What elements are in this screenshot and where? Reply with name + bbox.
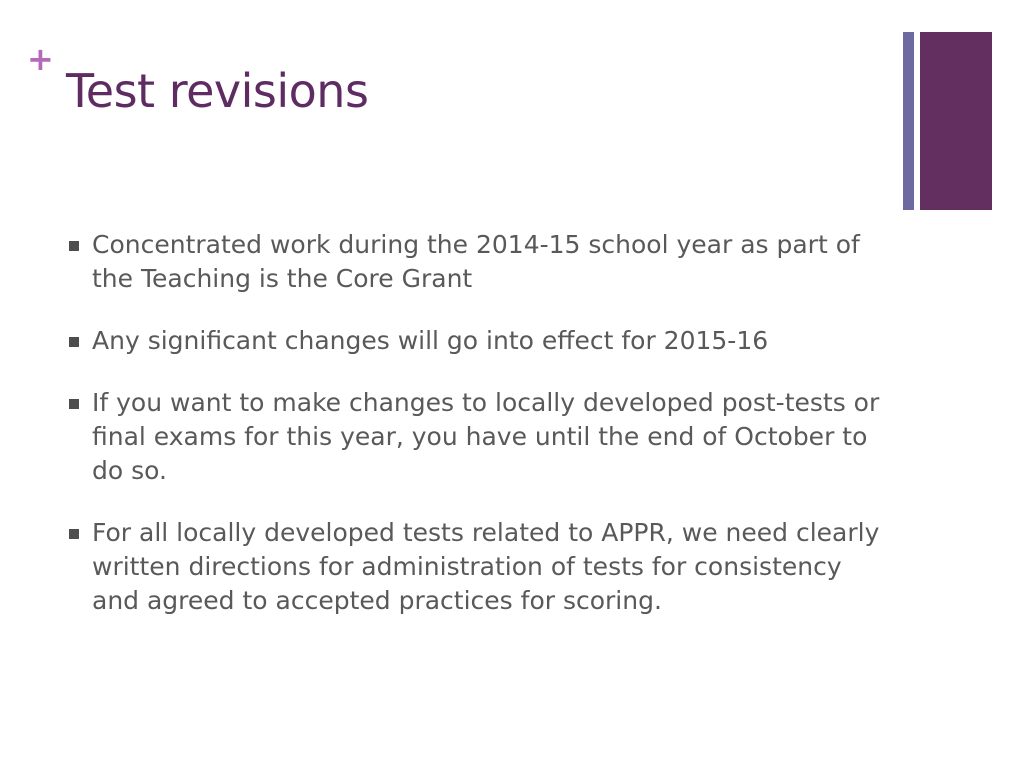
bullet-text: For all locally developed tests related to APPR, we need clearly written directions for administration of tests for consistency and agreed to accepted practices for scoring. <box>92 518 880 615</box>
bullet-item <box>66 228 896 296</box>
square-bullet-icon <box>69 399 79 409</box>
square-bullet-icon <box>69 337 79 347</box>
bullet-item <box>66 324 896 358</box>
bullet-text: Any significant changes will go into effect for 2015-16 <box>92 326 769 355</box>
bullet-text: Concentrated work during the 2014-15 school year as part of the Teaching is the Core Grant <box>92 230 860 293</box>
plus-icon: + <box>27 40 54 78</box>
accent-bar-thin <box>903 32 914 210</box>
accent-bar-thick <box>920 32 992 210</box>
slide-title: Test revisions <box>66 64 369 118</box>
square-bullet-icon <box>69 241 79 251</box>
bullet-item <box>66 516 896 618</box>
bullet-item <box>66 386 896 488</box>
bullet-text: If you want to make changes to locally developed post-tests or final exams for this year, you have until the end of October to do so. <box>92 388 880 485</box>
bullet-list <box>66 228 896 646</box>
square-bullet-icon <box>69 529 79 539</box>
